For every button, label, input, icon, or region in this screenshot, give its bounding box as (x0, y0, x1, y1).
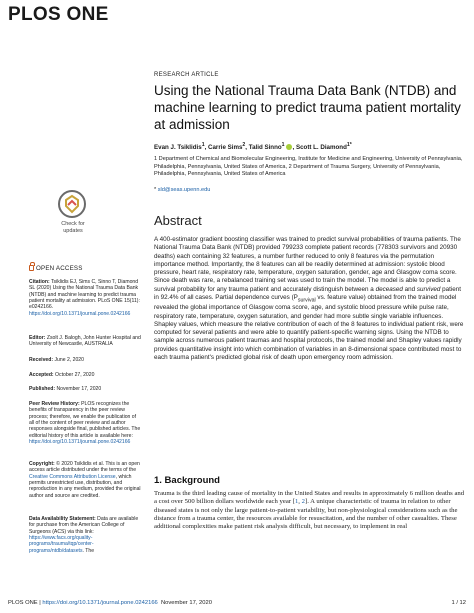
cc-license-link[interactable]: Creative Commons Attribution License (29, 473, 116, 480)
footer-separator: | (37, 600, 43, 606)
orcid-icon[interactable] (286, 144, 292, 150)
peer-review-link[interactable]: https://doi.org/10.1371/journal.pone.0242166 (29, 439, 131, 446)
citation-doi-link[interactable]: https://doi.org/10.1371/journal.pone.0242166 (29, 310, 131, 317)
abstract-part-3: patient in 92.4% of all cases. Partial dependence curves (P (154, 285, 462, 301)
background-text (154, 490, 466, 531)
citation-block (29, 279, 141, 317)
badge-line2: updates (63, 227, 83, 234)
background-part-2: ]. A unique characteristic of trauma in relation to other diseased states is not only the large patient-to-patient variability, but non-physiological considerations such as the distance from a trauma center, the resources available for resuscitation, and the number of other casualties. These additional complexities make patient risk analysis difficult, but necessary, to implement in real (154, 498, 458, 531)
editor-text: Zsolt J. Balogh, John Hunter Hospital and University of Newcastle, AUSTRALIA (29, 335, 141, 348)
open-access-text: OPEN ACCESS (36, 265, 83, 272)
copyright-block (29, 461, 141, 499)
copyright-text: © 2020 Tsiklidis et al. This is an open access article distributed under the terms of the (29, 461, 140, 474)
check-for-updates-label (50, 221, 96, 234)
abstract-heading: Abstract (154, 213, 202, 228)
author-list: Evan J. Tsiklidis$^1$, Carrie Sims$^2$, Talid Sinno$^1$ , Scott L. Diamond$^{1*}$ (154, 142, 352, 152)
page-footer (8, 600, 466, 606)
copyright-label: Copyright: (29, 461, 55, 467)
footer-journal: PLOS ONE (8, 600, 38, 606)
author-affil-sup: 1* (346, 142, 352, 148)
author-name[interactable]: Carrie Sims (208, 144, 243, 152)
accepted-date: October 27, 2020 (53, 372, 95, 378)
abstract-part-1: A 400-estimator gradient boosting classifier was trained to predict survival probabilities of trauma patients. The National Trauma Data Bank (NTDB) provided 799233 complete patient records (778303 survivors and 20930 deaths) each containing 32 features, a number further reduced to only 8 features via the permutation importance method. Importantly, the 8 features can all be readily determined at admission: systolic blood pressure, heart rate, respiratory rate, temperature, oxygen saturation, gender, age and Glasgow coma score. Since death was rare, a rebalanced training set was used to train the model. The model is able to predict a survival probability for any trauma patient and accurately distinguish between a (154, 236, 461, 293)
copyright-text-end: , which permits unrestricted use, distribution, and reproduction in any medium, provided the original author and source are credited. (29, 473, 141, 499)
footer-doi-link[interactable]: https://doi.org/10.1371/journal.pone.0242166 (42, 600, 158, 606)
author-name[interactable]: Evan J. Tsiklidis (154, 144, 202, 152)
accepted-label: Accepted: (29, 372, 54, 378)
background-part-1: Trauma is the third leading cause of mortality in the United States and results in approximately 6 million deaths and a cost over 500 billion dollars worldwide each year [ (154, 490, 465, 506)
abstract-em-deceased: deceased (375, 285, 403, 293)
editor-label: Editor: (29, 335, 46, 341)
page-number: 1 / 12 (451, 600, 466, 606)
check-for-updates-icon (58, 190, 86, 218)
article-title: Using the National Trauma Data Bank (NTDB) and machine learning to predict trauma patient mortality at admission (154, 83, 461, 132)
affiliations: 1 Department of Chemical and Biomolecular Engineering, Institute for Medicine and Engineering, University of Pennsylvania, Philadelphia, Pennsylvania, United States of America, 2 Department of Trauma Surgery, University of Pennsylvania, Philadelphia, Pennsylvania, United States of America (154, 156, 463, 177)
data-availability-block (29, 516, 141, 554)
editor-block (29, 335, 141, 348)
accepted-block (29, 372, 141, 378)
reference-link[interactable]: 1 (294, 498, 299, 506)
published-block (29, 386, 141, 392)
abstract-part-4: vs. feature value) obtained from the trained model revealed the global importance of Glasgow coma score, age, and systolic blood pressure while pulse rate, respiratory rate, temperature, oxygen saturation, and gender had more subtle single variable influences. Shapley values, which measure the relative contribution of each of the 8 features to individual patient risk, were computed for several patients and were able to quantify patient-specific warning signs. Using the NTDB to sample across numerous patient traumas and hospital protocols, the trained model and Shapley values rapidly provides quantitative insight into which combination of variables in an 8-dimensional space contributed most to each trauma patient's predicted global risk of death upon emergency room admission. (154, 293, 464, 361)
data-availability-text-end: . The (82, 547, 95, 554)
received-label: Received: (29, 357, 54, 363)
reference-separator: , (298, 498, 302, 506)
article-type-label: RESEARCH ARTICLE (154, 72, 219, 78)
background-heading: 1. Background (154, 475, 220, 486)
citation-label: Citation: (29, 279, 50, 285)
received-date: June 2, 2020 (53, 357, 84, 363)
abstract-subscript: survival (297, 297, 316, 303)
open-access-label (29, 265, 83, 272)
author-name[interactable]: Scott L. Diamond (295, 144, 347, 152)
author-affil-sup: 1 (201, 142, 205, 148)
abstract-part-2: and (402, 285, 417, 293)
corresponding-email (154, 187, 466, 193)
published-date: November 17, 2020 (55, 386, 102, 392)
journal-logo: PLOS ONE (8, 4, 109, 25)
email-prefix: * (154, 187, 158, 193)
author-affil-sup: 2 (242, 142, 246, 148)
data-availability-label: Data Availability Statement: (29, 516, 96, 522)
open-lock-icon (29, 265, 34, 271)
abstract-text (154, 236, 466, 362)
footer-date: November 17, 2020 (161, 600, 212, 606)
data-availability-text: Data are available for purchase from the American College of Surgeons (ACS) via this link: (29, 516, 139, 535)
peer-review-text: PLOS recognizes the benefits of transparency in the peer review process; therefore, we enable the publication of all of the content of peer review and author responses alongside final, published articles. The editorial history of this article is available here: (29, 401, 141, 439)
check-for-updates-badge[interactable] (50, 190, 98, 240)
peer-review-label: Peer Review History: (29, 401, 80, 407)
abstract-em-survived: survived (416, 285, 441, 293)
peer-review-block (29, 401, 141, 445)
email-link[interactable]: sld@seas.upenn.edu (157, 187, 211, 193)
author-affil-sup: 1 (281, 142, 285, 148)
author-name[interactable]: Talid Sinno (248, 144, 282, 152)
badge-line1: Check for (61, 221, 85, 227)
reference-link[interactable]: 2 (301, 498, 305, 506)
published-label: Published: (29, 386, 56, 392)
citation-text: Tsiklidis EJ, Sims C, Sinno T, Diamond SL (2020) Using the National Trauma Data Bank (NTDB) and machine learning to predict trauma patient mortality at admission. PLoS ONE 15(11): e0242166. (29, 279, 140, 311)
data-availability-link[interactable]: https://www.facs.org/quality-programs/trauma/tqp/center-programs/ntdb/datasets (29, 535, 94, 554)
received-block (29, 357, 141, 363)
